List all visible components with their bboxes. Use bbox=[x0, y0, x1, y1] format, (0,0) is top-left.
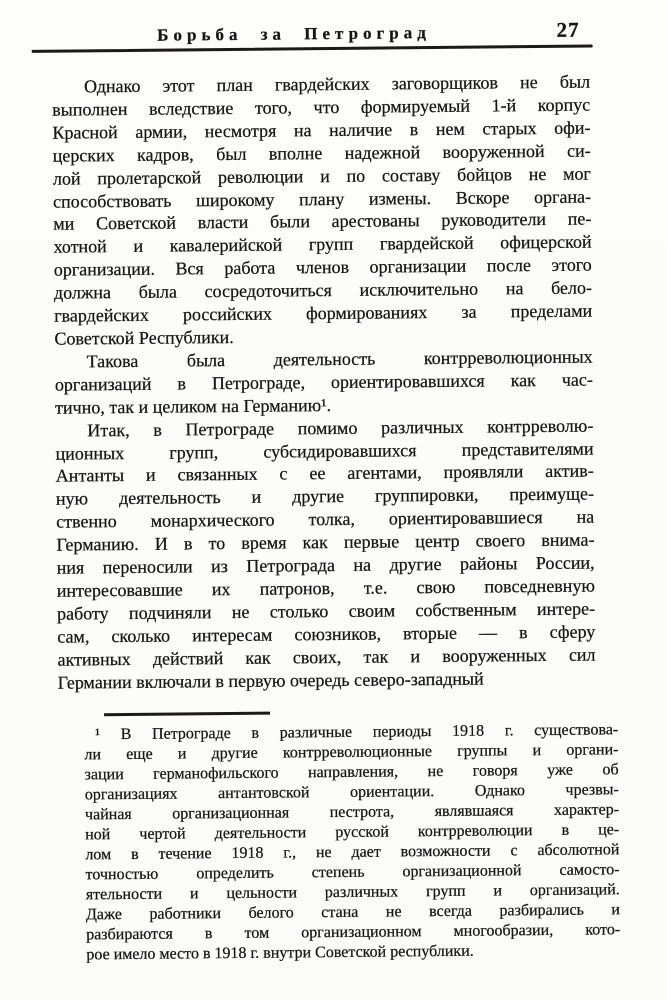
text-line: хотной и кавалерийской групп гвардейской офицерской bbox=[53, 231, 592, 258]
text-line: организаций в Петрограде, ориентировавшихся как час- bbox=[54, 369, 593, 395]
text-line: Итак, в Петрограде помимо различных контрреволю- bbox=[87, 415, 594, 440]
footnote-line: ятельности и цельности различных групп и организаций. bbox=[85, 881, 620, 904]
text-line: Германии включали в первую очередь северо-западный bbox=[57, 668, 484, 693]
page-number: 27 bbox=[556, 17, 580, 42]
text-line: организации. Вся работа членов организации после этого bbox=[53, 254, 592, 280]
footnote-line: Даже работники белого стана не всегда разбирались и bbox=[85, 901, 621, 924]
text-line: Однако этот план гвардейских заговорщиков не был bbox=[83, 71, 591, 97]
text-line: Такова была деятельность контрреволюционных bbox=[86, 346, 593, 372]
footnote-line: зации германофильского направления, не говоря уже об bbox=[84, 761, 619, 784]
text-line: ную деятельность и другие группировки, преимуще- bbox=[55, 483, 595, 509]
text-line: лой пролетарской революции и по составу бойцов не мог bbox=[52, 163, 591, 189]
footnote-line: чайная организационная пестрота, являвшаяся характер- bbox=[84, 801, 620, 824]
text-line: работу подчиняли не столько своим собственным интере- bbox=[56, 598, 596, 624]
text-line: Советской Республики. bbox=[54, 326, 234, 349]
text-line: тично, так и целиком на Германию¹. bbox=[55, 394, 332, 418]
footnote-line: ной чертой деятельности русской контрреволюции в це- bbox=[85, 821, 620, 844]
text-line: ционных групп, субсидировавшихся представителями bbox=[55, 438, 594, 464]
text-line: ственно монархического толка, ориентировавшиеся на bbox=[56, 506, 595, 532]
running-head-title: Борьба за Петроград bbox=[157, 23, 431, 45]
paragraph bbox=[52, 71, 593, 351]
footnote-line: лом в течение 1918 г., не дает возможности с абсолютной bbox=[85, 841, 620, 864]
text-line: активных действий как своих, так и вооруженных сил bbox=[57, 644, 596, 670]
footnote-line: организациях антантовской ориентации. Однако чрезвы- bbox=[84, 781, 619, 804]
text-line: гвардейских российских формированиях за пределами bbox=[54, 300, 593, 326]
footnote-line: рое имело место в 1918 г. внутри Советской республики. bbox=[86, 942, 474, 964]
text-line: ния переносили из Петрограда на другие районы России, bbox=[56, 552, 595, 578]
paragraph bbox=[55, 345, 594, 419]
footnote-line: ¹ В Петрограде в различные периоды 1918 г. существова- bbox=[95, 721, 619, 744]
text-line: сам, сколько интересам союзников, вторые — в сферу bbox=[57, 621, 596, 647]
text-line: должна была сосредоточиться исключительно на бело- bbox=[53, 277, 593, 303]
footnote-line: ли еще и другие контрреволюционные группы и органи- bbox=[84, 741, 619, 764]
body-text bbox=[52, 71, 596, 695]
text-line: церских кадров, был вполне надежной вооруженной си- bbox=[52, 140, 591, 166]
text-line: ми Советской власти были арестованы руководители пе- bbox=[53, 208, 592, 235]
text-line: интересовавшие их патронов, т.е. свою повседневную bbox=[56, 575, 595, 601]
text-line: выполнен вследствие того, что формируемый 1-й корпус bbox=[52, 94, 591, 120]
text-line: Антанты и связанных с ее агентами, проявляли актив- bbox=[55, 460, 594, 487]
text-line: Германию. И в то время как первые центр своего внима- bbox=[56, 529, 595, 555]
footnote-line: разбираются в том организационном многообразии, кото- bbox=[86, 921, 621, 944]
footnote-line: точностью определить степень организационной самосто- bbox=[85, 861, 620, 884]
paragraph bbox=[55, 414, 596, 694]
footnote bbox=[84, 720, 620, 965]
footnote-separator bbox=[104, 712, 270, 716]
text-line: Красной армии, несмотря на наличие в нем старых офи- bbox=[52, 117, 591, 143]
text-line: способствовать широкому плану измены. Вскоре органа- bbox=[53, 186, 592, 212]
